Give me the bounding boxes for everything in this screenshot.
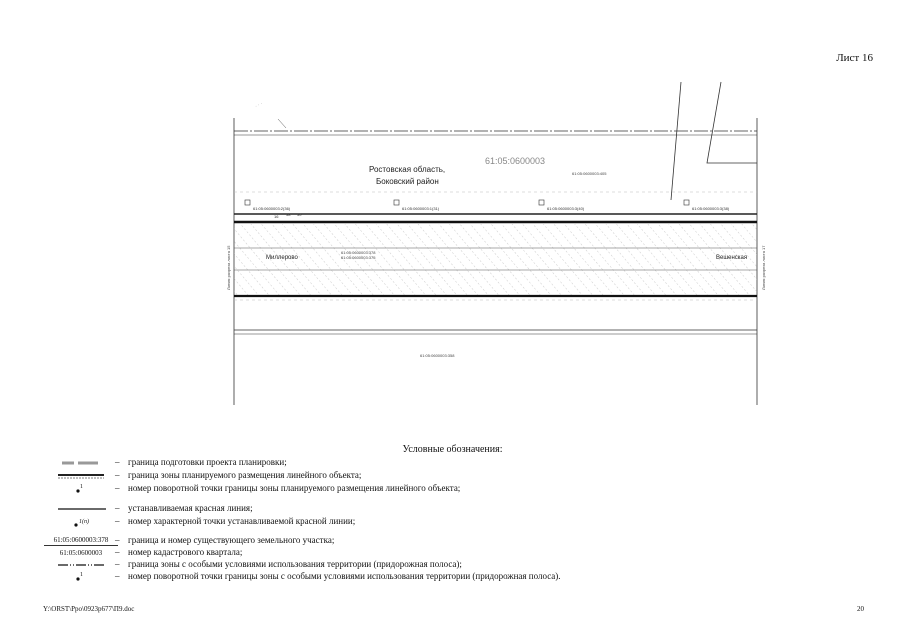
legend-dash: – (115, 470, 120, 480)
legend-dash: – (115, 457, 120, 467)
parcel-label-4: 61:05:0600003:3(38) (692, 206, 730, 211)
cadastral-quarter-top: 61:05:0600003 (485, 156, 546, 166)
zone-point-symbol (44, 483, 118, 496)
special-zone-point-symbol (44, 571, 118, 584)
legend-item-red-line (44, 503, 864, 516)
road-line-top-right-1 (671, 82, 681, 200)
legend-dash: – (115, 503, 120, 513)
legend-item-zone-boundary (44, 470, 864, 483)
legend-item-zone-point (44, 483, 864, 496)
road-label-right: Вешенская (716, 255, 748, 261)
parcel-center-label-1: 61:05:0600003:378 (341, 250, 376, 255)
small-mark-3: 30 (297, 212, 302, 217)
planning-boundary-symbol (44, 457, 118, 470)
turning-point-4 (684, 200, 689, 205)
parcel-label-1: 61:05:0600003:2(36) (253, 206, 291, 211)
turning-point-1 (245, 200, 250, 205)
hatched-road-zone (234, 224, 757, 296)
small-mark-2: 38 (286, 212, 291, 217)
left-side-label: Линия разреза листа 15 (226, 245, 231, 290)
legend-text: граница подготовки проекта планировки; (128, 457, 287, 467)
parcel-center-label-2: 61:05:0600003:375 (341, 255, 376, 260)
footer-file-path: Y:\ORST\Ppo\0923p677\П9.doc (43, 605, 135, 613)
road-label-left: Миллерово (266, 255, 298, 261)
parcel-number-sample: 61:05:0600003:378 (44, 535, 118, 546)
legend-text: номер поворотной точки границы зоны с особыми условиями использования территории (придорожная полоса). (128, 571, 561, 581)
special-zone-point-number: 1 (80, 572, 83, 578)
page-number: 20 (857, 605, 864, 613)
legend-text: граница зоны с особыми условиями использования территории (придорожная полоса); (128, 559, 462, 569)
cadastral-quarter-top-small: 61:05:0600003:405 (572, 171, 607, 176)
red-line-point-symbol (44, 516, 118, 529)
sheet-number: Лист 16 (836, 52, 873, 64)
parcel-label-3: 61:05:0600003:3(40) (547, 206, 585, 211)
parcel-label-2: 61:05:0600003:1(31) (402, 206, 440, 211)
road-line-top-right-2 (707, 82, 757, 163)
legend-dash: – (115, 516, 120, 526)
legend-dash: – (115, 535, 120, 545)
zone-point-number: 1 (80, 484, 83, 490)
legend-text: граница зоны планируемого размещения линейного объекта; (128, 470, 362, 480)
legend-text: устанавливаемая красная линия; (128, 503, 253, 513)
region-label-2: Боковский район (376, 177, 439, 186)
legend-item-planning-boundary (44, 457, 864, 470)
legend-text: номер поворотной точки границы зоны планируемого размещения линейного объекта; (128, 483, 461, 493)
zone-boundary-symbol (44, 470, 118, 483)
legend-dash: – (115, 483, 120, 493)
legend-dash: – (115, 559, 120, 569)
red-line-point-number: 1(n) (79, 519, 89, 525)
legend-title: Условные обозначения: (402, 444, 503, 455)
legend-text: номер кадастрового квартала; (128, 547, 243, 557)
legend-item-red-line-point (44, 516, 864, 529)
legend-item-special-zone-point (44, 571, 864, 584)
legend-dash: – (115, 547, 120, 557)
red-line-symbol (44, 503, 118, 516)
region-label-1: Ростовская область, (369, 165, 446, 174)
legend-text: номер характерной точки устанавливаемой красной линии; (128, 516, 356, 526)
turning-point-3 (539, 200, 544, 205)
turning-point-2 (394, 200, 399, 205)
cadastral-quarter-bottom: 61:05:0600003:358 (420, 353, 455, 358)
legend-text: граница и номер существующего земельного участка; (128, 535, 335, 545)
quarter-number-sample: 61:05:0600003 (59, 549, 103, 557)
right-side-label: Линия разреза листа 17 (761, 245, 766, 290)
svg-text:· · ·: · · · (254, 102, 264, 110)
legend-dash: – (115, 571, 120, 581)
small-mark-1: 16 (274, 214, 279, 219)
